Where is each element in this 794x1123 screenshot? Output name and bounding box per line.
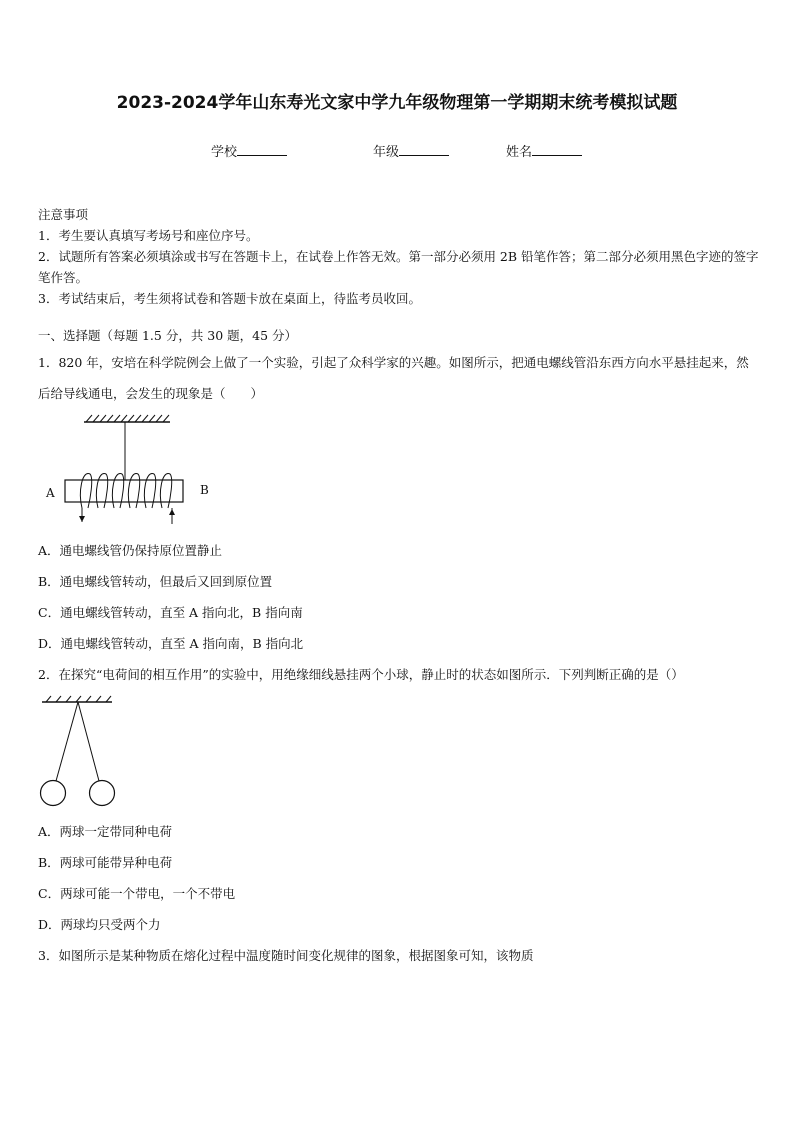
grade-field bbox=[373, 141, 449, 160]
ball-right bbox=[90, 781, 115, 806]
note-item: 2．试题所有答案必须填涂或书写在答题卡上，在试卷上作答无效。第一部分必须用 2B 铅笔作答；第二部分必须用黑色字迹的签字笔作答。 bbox=[38, 249, 759, 285]
question-1-stem: 1．820 年，安培在科学院例会上做了一个实验，引起了众科学家的兴趣。如图所示，把通电螺线管沿东西方向水平悬挂起来，然后给导线通电，会发生的现象是（ ） bbox=[38, 355, 749, 401]
name-label: 姓名 bbox=[506, 145, 533, 160]
section-heading: 一、选择题（每题 1.5 分，共 30 题，45 分） bbox=[38, 328, 298, 343]
question-3-stem: 3．如图所示是某种物质在熔化过程中温度随时间变化规律的图象，根据图象可知，该物质 bbox=[38, 948, 534, 963]
page-title: 2023-2024学年山东寿光文家中学九年级物理第一学期期末统考模拟试题 bbox=[116, 93, 678, 113]
solenoid-figure bbox=[40, 412, 230, 530]
question-2-option-b: B．两球可能带异种电荷 bbox=[38, 855, 173, 870]
question-2-stem: 2．在探究“电荷间的相互作用”的实验中，用绝缘细线悬挂两个小球，静止时的状态如图所示．下列判断正确的是（） bbox=[38, 667, 684, 682]
question-2-option-a: A．两球一定带同种电荷 bbox=[38, 824, 173, 839]
name-blank bbox=[532, 143, 582, 156]
solenoid-label-a: A bbox=[46, 486, 55, 500]
question-1-option-b: B．通电螺线管转动，但最后又回到原位置 bbox=[38, 574, 273, 589]
grade-blank bbox=[399, 143, 449, 156]
question-1-option-d: D．通电螺线管转动，直至 A 指向南，B 指向北 bbox=[38, 636, 304, 651]
question-2-option-d: D．两球均只受两个力 bbox=[38, 917, 161, 932]
school-field bbox=[211, 141, 287, 160]
note-item: 3．考试结束后，考生须将试卷和答题卡放在桌面上，待监考员收回。 bbox=[38, 291, 421, 306]
question-2-option-c: C．两球可能一个带电，一个不带电 bbox=[38, 886, 236, 901]
school-label: 学校 bbox=[211, 145, 238, 160]
note-item: 1．考生要认真填写考场号和座位序号。 bbox=[38, 228, 259, 243]
school-blank bbox=[237, 143, 287, 156]
grade-label: 年级 bbox=[373, 145, 400, 160]
notes-heading: 注意事项 bbox=[38, 207, 89, 222]
question-1-option-a: A．通电螺线管仍保持原位置静止 bbox=[38, 543, 223, 558]
solenoid-label-b: B bbox=[200, 483, 209, 497]
charged-balls-figure bbox=[36, 693, 126, 811]
question-1-option-c: C．通电螺线管转动，直至 A 指向北，B 指向南 bbox=[38, 605, 303, 620]
exam-notes bbox=[38, 204, 760, 309]
name-field bbox=[506, 141, 582, 160]
ball-left bbox=[41, 781, 66, 806]
